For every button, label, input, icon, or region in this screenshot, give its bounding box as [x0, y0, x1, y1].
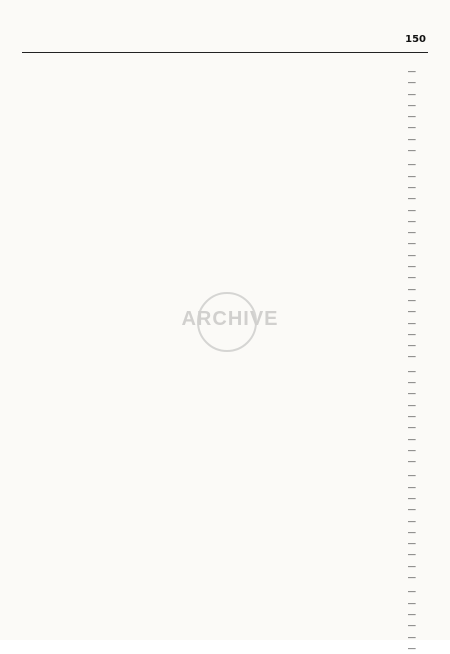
text-line: — [407, 388, 416, 399]
text-line: — [407, 351, 416, 362]
body-text [22, 66, 428, 653]
text-line: — [407, 586, 416, 597]
text-line: — [407, 340, 416, 351]
text-line: — [407, 642, 416, 653]
paragraph-1 [22, 66, 428, 156]
text-line: — [407, 620, 416, 631]
text-line: — [407, 261, 416, 272]
text-line: — [407, 456, 416, 467]
text-line: — [407, 560, 416, 571]
paragraph-4 [22, 470, 428, 583]
text-line: — [407, 399, 416, 410]
text-line: — [407, 283, 416, 294]
paragraph-5 [22, 586, 428, 654]
text-line: — [407, 549, 416, 560]
text-line: — [407, 145, 416, 156]
text-line: — [407, 159, 416, 170]
text-line: — [407, 377, 416, 388]
text-line: — [407, 111, 416, 122]
text-line: — [407, 410, 416, 421]
text-line: — [407, 227, 416, 238]
text-line: — [407, 328, 416, 339]
text-line: — [407, 572, 416, 583]
text-line: — [407, 133, 416, 144]
text-line: — [407, 433, 416, 444]
text-line: — [407, 249, 416, 260]
text-line: — [407, 526, 416, 537]
page-number: 150 [405, 34, 426, 45]
text-line: — [407, 538, 416, 549]
text-line: — [407, 470, 416, 481]
text-line: — [407, 204, 416, 215]
text-line: — [407, 170, 416, 181]
text-line: — [407, 77, 416, 88]
text-line: — [407, 181, 416, 192]
text-line: — [407, 444, 416, 455]
text-line: — [407, 272, 416, 283]
text-line: — [407, 88, 416, 99]
paragraph-3 [22, 366, 428, 468]
text-line: — [407, 99, 416, 110]
watermark-text: ARCHIVE [181, 308, 279, 330]
text-line: — [407, 238, 416, 249]
text-line: — [407, 294, 416, 305]
text-line: — [407, 306, 416, 317]
text-line: — [407, 515, 416, 526]
text-line: — [407, 317, 416, 328]
text-line: — [407, 481, 416, 492]
text-line: — [407, 66, 416, 76]
paragraph-2 [22, 159, 428, 362]
text-line: — [407, 365, 416, 376]
header-rule [22, 52, 428, 53]
text-line: — [407, 193, 416, 204]
text-line: — [407, 504, 416, 515]
text-line: — [407, 597, 416, 608]
text-line: — [407, 122, 416, 133]
text-line: — [407, 608, 416, 619]
text-line: — [407, 422, 416, 433]
text-line: — [407, 492, 416, 503]
text-line: — [407, 215, 416, 226]
text-line: — [407, 631, 416, 642]
